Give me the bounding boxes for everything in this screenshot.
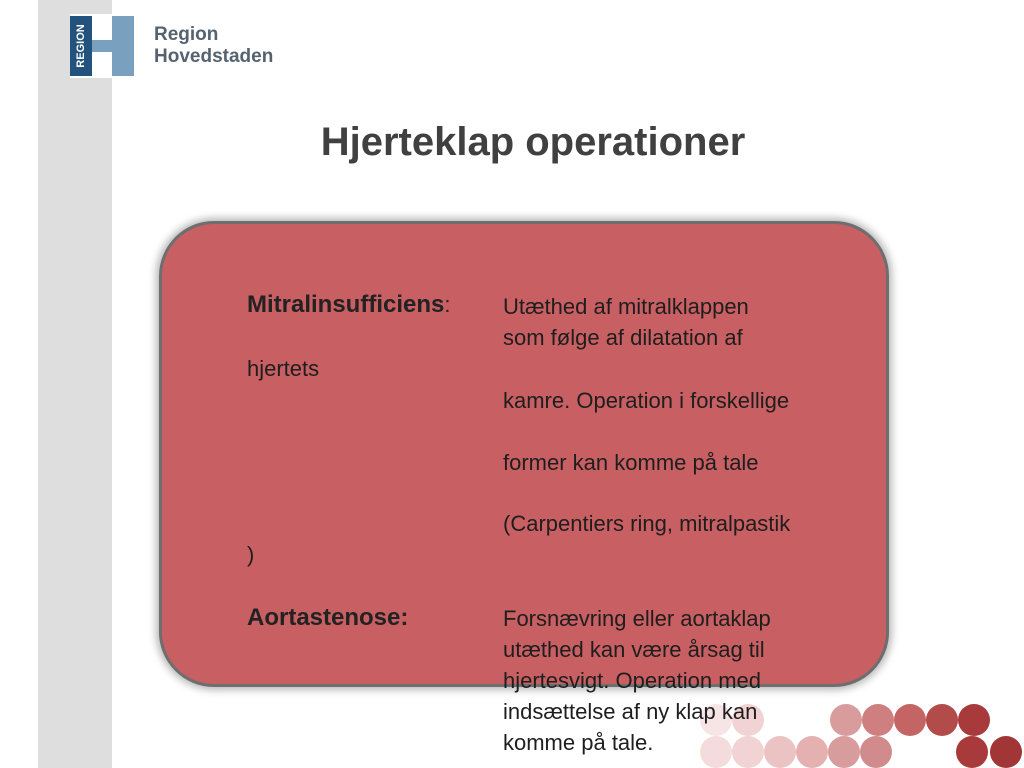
description-line: kamre. Operation i forskellige bbox=[503, 388, 790, 413]
description-line: hjertets bbox=[247, 356, 320, 381]
logo-line-2: Hovedstaden bbox=[154, 46, 274, 67]
description-line: komme på tale. bbox=[503, 730, 654, 755]
slide-title: Hjerteklap operationer bbox=[320, 120, 746, 164]
description-line: indsættelse af ny klap kan bbox=[503, 699, 758, 724]
description-line: Utæthed af mitralklappen bbox=[503, 294, 749, 319]
logo-line-1: Region bbox=[154, 24, 219, 45]
description-line: former kan komme på tale bbox=[503, 450, 759, 475]
term-aortastenose: Aortastenose: bbox=[247, 604, 409, 631]
description-line: utæthed kan være årsag til bbox=[503, 637, 765, 662]
description-line: (Carpentiers ring, mitralpastik bbox=[503, 511, 791, 536]
description-line: som følge af dilatation af bbox=[503, 325, 743, 350]
dots-row-bottom bbox=[700, 736, 1022, 768]
description-line: Forsnævring eller aortaklap bbox=[503, 606, 771, 631]
logo-badge-text: REGION bbox=[74, 24, 87, 68]
term-mitralinsufficiens: Mitralinsufficiens: bbox=[247, 291, 451, 318]
dots-row-top bbox=[830, 704, 990, 736]
description-line: hjertesvigt. Operation med bbox=[503, 668, 762, 693]
description-line: ) bbox=[247, 542, 255, 567]
